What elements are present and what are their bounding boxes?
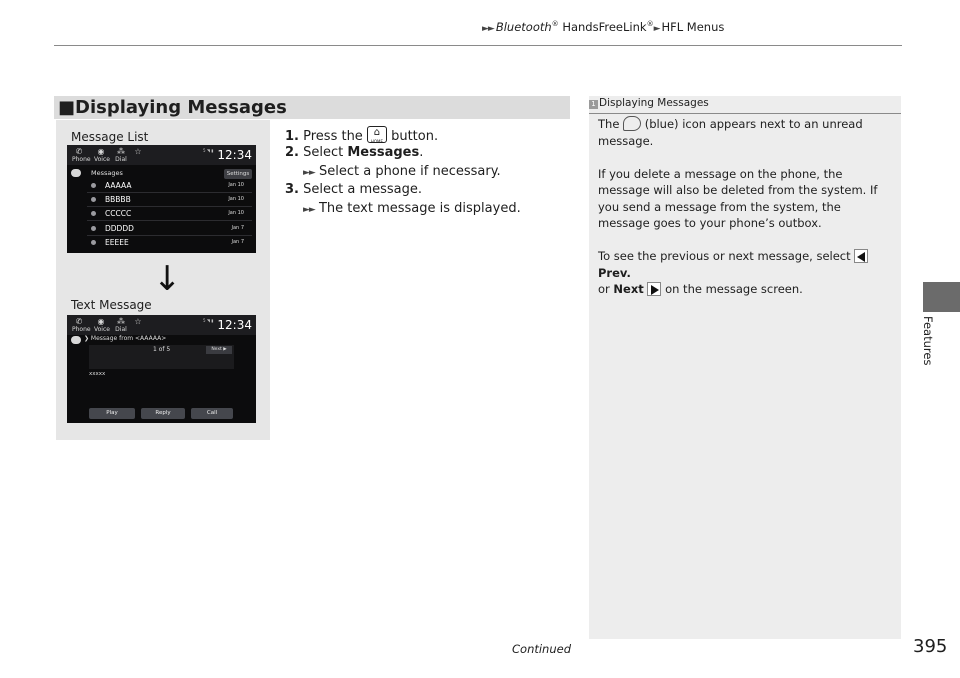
header-handsfreelink: HandsFreeLink — [558, 20, 647, 34]
list-item: EEEEE Jan 7 — [67, 236, 256, 250]
settings-button: Settings — [224, 169, 252, 179]
message-dot-icon — [91, 240, 96, 245]
note-prev-next: To see the previous or next message, select Prev. or Next on the message screen. — [598, 248, 894, 298]
step-3-substep: ►► The text message is displayed. — [303, 201, 521, 216]
notes-title — [589, 97, 709, 109]
message-bubble-icon — [623, 116, 641, 131]
text-message-screen — [67, 315, 256, 423]
message-dot-icon — [91, 226, 96, 231]
header-arrows: ►► — [482, 24, 494, 34]
play-button: Play — [89, 408, 135, 419]
message-list-screen — [67, 145, 256, 253]
running-header — [482, 20, 724, 34]
reply-button: Reply — [141, 408, 185, 419]
call-button: Call — [191, 408, 233, 419]
chapter-tab — [923, 282, 960, 312]
message-from-breadcrumb: ❯ Message from <AAAAA> — [84, 335, 167, 342]
step-2: 2. Select Messages. — [285, 145, 424, 160]
message-body-area — [89, 355, 234, 369]
phone-icon: ✆ Phone — [72, 317, 91, 333]
next-icon — [647, 282, 661, 296]
header-reg-2: ® — [646, 20, 654, 29]
home-button-icon: ⌂ HOME — [367, 126, 387, 143]
note-unread-icon: The (blue) icon appears next to an unread message. — [598, 117, 863, 148]
clock: 12:34 — [217, 148, 252, 162]
figure-label-message-list: Message List — [71, 130, 149, 144]
section-title — [58, 96, 287, 119]
voice-icon: ◉ Voice — [94, 147, 110, 163]
header-bluetooth: Bluetooth — [495, 20, 552, 34]
status-icons: 5 ◥ ▮ — [203, 148, 214, 153]
speed-dial-icon: ☆ — [134, 317, 142, 326]
page-number: 395 — [913, 636, 948, 657]
header-rule — [54, 45, 902, 46]
list-item: BBBBB Jan 10 — [67, 193, 256, 207]
voice-icon: ◉ Voice — [94, 317, 110, 333]
section-marker: ■ — [58, 97, 76, 118]
note-marker: 1 — [589, 100, 598, 109]
list-item: DDDDD Jan 7 — [67, 222, 256, 236]
message-pager — [89, 345, 234, 355]
list-item: CCCCC Jan 10 — [67, 207, 256, 221]
header-arrow-2: ► — [653, 24, 660, 34]
screen-top-bar — [67, 145, 256, 165]
section-title-text: Displaying Messages — [75, 97, 287, 118]
phone-icon: ✆ Phone — [72, 147, 91, 163]
substep-arrow-icon: ►► — [303, 205, 315, 215]
header-hfl-menus: HFL Menus — [661, 20, 725, 34]
dial-icon: ⁂ Dial — [115, 147, 127, 163]
notes-rule — [589, 113, 901, 114]
message-body-text: xxxxx — [89, 371, 106, 377]
speed-dial-icon: ☆ — [134, 147, 142, 156]
continued-label: Continued — [512, 642, 572, 656]
down-arrow-icon: ↓ — [153, 259, 182, 299]
message-bubble-icon — [71, 336, 81, 344]
prev-icon — [854, 249, 868, 263]
note-delete-send: If you delete a message on the phone, the message will also be deleted from the system. If you send a message from the system, the message goes to your phone’s outbox. — [598, 166, 878, 230]
step-1: 1. Press the ⌂ HOME button. — [285, 127, 439, 144]
notes-title-text: Displaying Messages — [599, 97, 709, 109]
message-dot-icon — [91, 197, 96, 202]
clock: 12:34 — [217, 318, 252, 332]
chapter-label-text: Features — [921, 316, 935, 366]
dial-icon: ⁂ Dial — [115, 317, 127, 333]
next-button: Next ▶ — [206, 346, 232, 354]
step-3: 3. Select a message. — [285, 182, 423, 197]
message-dot-icon — [91, 183, 96, 188]
chapter-label — [921, 316, 948, 376]
step-2-substep: ►► Select a phone if necessary. — [303, 164, 501, 179]
messages-title: Messages — [91, 169, 123, 177]
notes-body — [598, 116, 894, 314]
list-item: AAAAA Jan 10 — [67, 179, 256, 193]
figure-label-text-message: Text Message — [71, 298, 152, 312]
message-bubble-icon — [71, 169, 81, 177]
status-icons: 5 ◥ ▮ — [203, 318, 214, 323]
screen-top-bar — [67, 315, 256, 335]
header-reg: ® — [551, 20, 559, 29]
message-dot-icon — [91, 211, 96, 216]
substep-arrow-icon: ►► — [303, 168, 315, 178]
page-indicator: 1 of 5 — [153, 346, 171, 353]
